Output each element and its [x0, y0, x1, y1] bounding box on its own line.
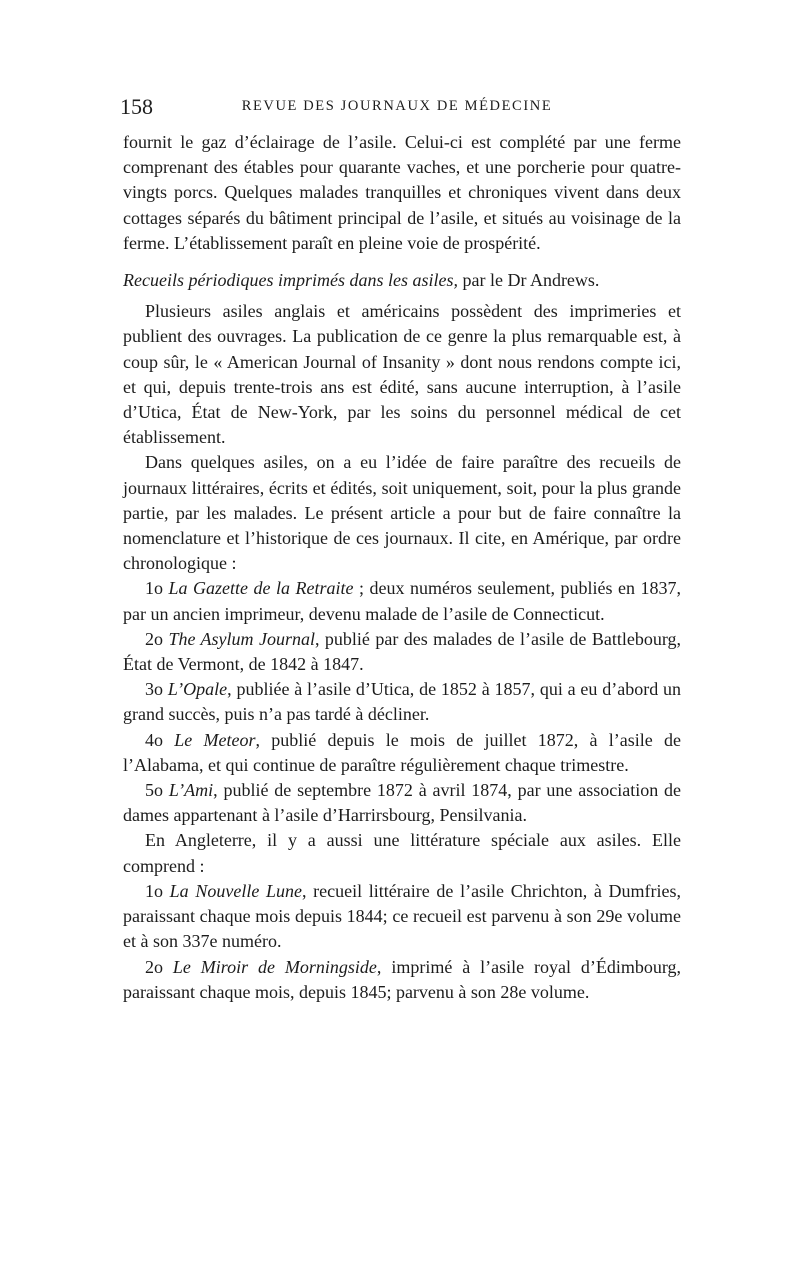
list-item-american-1 — [123, 576, 681, 626]
item-title: The Asylum Journal — [168, 628, 315, 649]
page-body — [123, 130, 681, 1005]
item-text: , publié de septembre 1872 à avril 1874, par une association de dames appartenant à l’asile d’Harrirsbourg, Pensilvania. — [123, 780, 682, 826]
item-title: L’Ami — [168, 780, 214, 801]
paragraph-printing: Plusieurs asiles anglais et américains possèdent des imprimeries et publient des ouvrages. La publication de ce genre la plus remarquable est, à coup sûr, le « American Journal of Insanity » dont nous rendons compte ici, et qui, depuis trente-trois ans est édité, sans aucune interruption, à l’asile d’Utica, État de New-York, par les soins du personnel médical de cet établissement. — [123, 301, 681, 448]
paragraph-england: En Angleterre, il y a aussi une littérature spéciale aux asiles. Elle comprend : — [123, 830, 681, 876]
item-text: , publié par des malades de l’asile de Battlebourg, État de Vermont, de 1842 à 1847. — [123, 628, 681, 675]
item-title: La Nouvelle Lune — [169, 880, 302, 901]
page-number: 158 — [120, 94, 153, 119]
item-title: Le Meteor — [174, 729, 256, 750]
paragraph-journals: Dans quelques asiles, on a eu l’idée de faire paraître des recueils de journaux littéraires, écrits et édités, soit uniquement, soit, pour la plus grande partie, par les malades. Le présent article a pour but de faire connaître la nomenclature et l’historique de ces journaux. Il cite, en Amérique, par ordre chronologique : — [123, 452, 681, 574]
item-number: 1o — [145, 880, 170, 901]
item-number: 3o — [145, 679, 168, 700]
list-item-american-5 — [123, 778, 681, 828]
item-text: , publiée à l’asile d’Utica, de 1852 à 1857, qui a eu d’abord un grand succès, puis n’a pas tardé à décliner. — [123, 679, 682, 725]
item-text: , imprimé à l’asile royal d’Édimbourg, paraissant chaque mois, depuis 1845; parvenu à son 28e volume. — [123, 956, 682, 1002]
item-number: 4o — [145, 729, 175, 750]
item-number: 2o — [145, 956, 173, 977]
item-text: , publié depuis le mois de juillet 1872, à l’asile de l’Alabama, et qui continue de paraître régulièrement chaque trimestre. — [123, 729, 682, 775]
list-item-english-2 — [123, 955, 681, 1005]
section-title — [123, 268, 681, 293]
list-item-american-4 — [123, 728, 681, 778]
item-title: Le Miroir de Morningside — [172, 956, 377, 977]
intro-paragraph: fournit le gaz d’éclairage de l’asile. Celui-ci est complété par une ferme comprenant des étables pour quarante vaches, et une porcherie pour quatre-vingts porcs. Quelques malades tranquilles et chroniques vivent dans deux cottages séparés du bâtiment principal de l’asile, et situés au voisinage de la ferme. L’établissement paraît en pleine voie de prospérité. — [123, 132, 681, 253]
item-title: L’Opale — [167, 679, 228, 700]
section-title-author: par le Dr Andrews. — [457, 270, 600, 291]
section-title-italic: Recueils périodiques imprimés dans les asiles, — [123, 270, 458, 291]
item-text: , recueil littéraire de l’asile Chrichton, à Dumfries, paraissant chaque mois depuis 1844; ce recueil est parvenu à son 29e volume et à son 337e numéro. — [123, 880, 682, 952]
list-item-english-1 — [123, 879, 681, 955]
item-number: 1o — [145, 578, 169, 599]
list-item-american-3 — [123, 677, 681, 727]
page-header — [118, 94, 680, 124]
item-text: ; deux numéros seulement, publiés en 1837, par un ancien imprimeur, devenu malade de l’asile de Connecticut. — [123, 578, 682, 624]
list-item-american-2 — [123, 627, 681, 677]
item-title: La Gazette de la Retraite — [168, 578, 354, 599]
running-title: REVUE DES JOURNAUX DE MÉDECINE — [241, 98, 553, 114]
item-number: 5o — [145, 780, 169, 801]
item-number: 2o — [145, 628, 169, 649]
